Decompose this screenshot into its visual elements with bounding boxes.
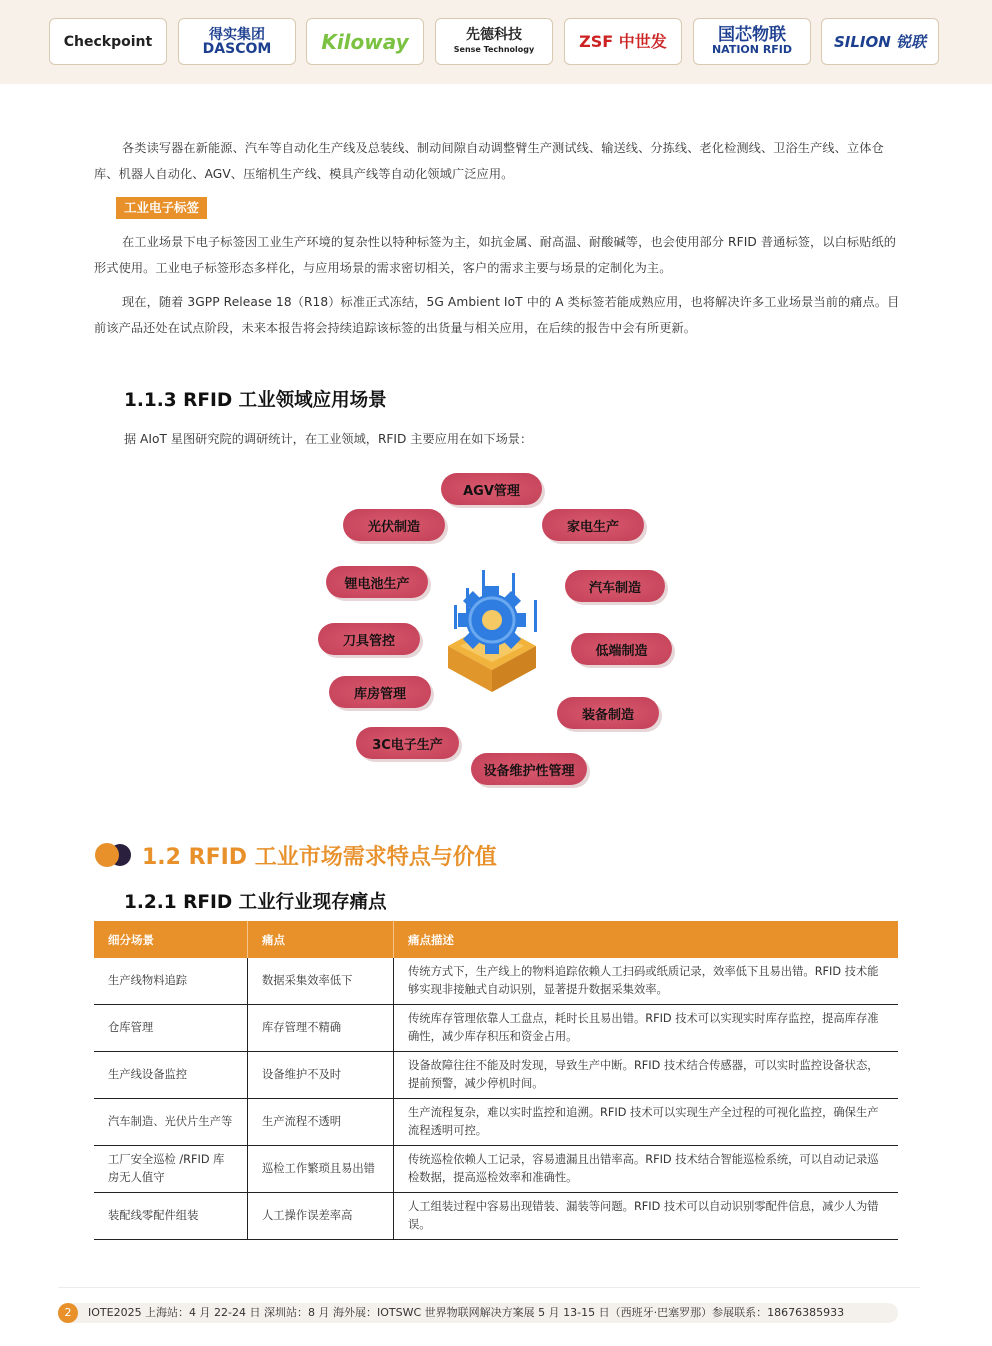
table-cell-description: 传统方式下，生产线上的物料追踪依赖人工扫码或纸质记录，效率低下且易出错。RFID 技术能够实现非接触式自动识别，显著提升数据采集效率。 <box>394 958 899 1005</box>
logo-subtext: Sense Technology <box>453 45 535 54</box>
logo-text: ZSF 中世发 <box>579 31 667 51</box>
footer-divider <box>58 1287 920 1288</box>
logo-text: 先德科技 <box>466 27 522 43</box>
scene-equipment-maintenance: 设备维护性管理 <box>471 753 587 785</box>
section-bullet-icon <box>94 842 134 868</box>
table-cell-description: 生产流程复杂，难以实时监控和追溯。RFID 技术可以实现生产全过程的可视化监控，确保生产流程透明可控。 <box>394 1099 899 1146</box>
logo-text: SILION 锐联 <box>833 32 927 51</box>
table-cell-pain: 巡检工作繁琐且易出错 <box>248 1146 394 1193</box>
logo-text: 得实集团 <box>209 27 265 43</box>
logo-silion <box>821 18 939 65</box>
table-cell-pain: 人工操作误差率高 <box>248 1193 394 1240</box>
section-heading-12: 1.2 RFID 工业市场需求特点与价值 <box>142 845 497 870</box>
column-header: 细分场景 <box>94 921 248 958</box>
scene-equipment-manufacturing: 装备制造 <box>557 697 659 729</box>
page-number: 2 <box>58 1303 78 1323</box>
scene-low-end-manufacturing: 低端制造 <box>571 633 672 665</box>
sponsor-logo-bar <box>0 0 992 84</box>
table-cell-pain: 库存管理不精确 <box>248 1005 394 1052</box>
scene-warehouse: 库房管理 <box>329 676 431 708</box>
scene-appliance: 家电生产 <box>542 509 644 541</box>
footer-text: IOTE2025 上海站：4 月 22-24 日 深圳站：8 月 海外展：IOTSWC 世界物联网解决方案展 5 月 13-15 日（西班牙·巴塞罗那）参展联系：18676385933 <box>88 1306 845 1319</box>
pain-points-table <box>94 921 898 1240</box>
section-heading-113: 1.1.3 RFID 工业领域应用场景 <box>124 390 387 411</box>
logo-zsf <box>564 18 682 65</box>
scene-3c-electronics: 3C电子生产 <box>356 727 459 759</box>
logo-subtext: DASCOM <box>202 41 272 57</box>
table-cell-scene: 生产线物料追踪 <box>94 958 248 1005</box>
logo-dascom <box>178 18 296 65</box>
column-header: 痛点描述 <box>394 921 899 958</box>
table-cell-scene: 仓库管理 <box>94 1005 248 1052</box>
scene-agv: AGV管理 <box>441 473 542 505</box>
table-row <box>94 1146 898 1193</box>
table-cell-scene: 工厂安全巡检 /RFID 库房无人值守 <box>94 1146 248 1193</box>
table-row <box>94 1099 898 1146</box>
table-cell-pain: 数据采集效率低下 <box>248 958 394 1005</box>
section-intro: 据 AIoT 星图研究院的调研统计，在工业领域，RFID 主要应用在如下场景： <box>124 432 533 446</box>
table-cell-description: 传统巡检依赖人工记录，容易遗漏且出错率高。RFID 技术结合智能巡检系统，可以自动记录巡检数据，提高巡检效率和准确性。 <box>394 1146 899 1193</box>
scene-photovoltaic: 光伏制造 <box>343 509 445 541</box>
logo-text: 国芯物联 <box>718 25 786 45</box>
paragraph-tags: 在工业场景下电子标签因工业生产环境的复杂性以特种标签为主，如抗金属、耐高温、耐酸碱等，也会使用部分 RFID 普通标签，以白标贴纸的形式使用。工业电子标签形态多样化，与应用场景的需求密切相关，客户的需求主要与场景的定制化为主。 <box>94 235 897 275</box>
logo-subtext: NATION RFID <box>711 43 793 56</box>
section-heading-121: 1.2.1 RFID 工业行业现存痛点 <box>124 892 387 913</box>
logo-text: Kiloway <box>321 29 409 54</box>
column-header: 痛点 <box>248 921 394 958</box>
scene-tool-control: 刀具管控 <box>318 623 420 655</box>
table-cell-description: 人工组装过程中容易出现错装、漏装等问题。RFID 技术可以自动识别零配件信息，减少人为错误。 <box>394 1193 899 1240</box>
table-row <box>94 1193 898 1240</box>
table-cell-scene: 装配线零配件组装 <box>94 1193 248 1240</box>
paragraph-ambient-iot: 现在，随着 3GPP Release 18（R18）标准正式冻结，5G Ambient IoT 中的 A 类标签若能成熟应用，也将解决许多工业场景当前的痛点。目前该产品还处在试点阶段，未来本报告将会持续追踪该标签的出货量与相关应用，在后续的报告中会有所更新。 <box>94 295 900 335</box>
table-row <box>94 1005 898 1052</box>
table-cell-scene: 汽车制造、光伏片生产等 <box>94 1099 248 1146</box>
table-cell-pain: 设备维护不及时 <box>248 1052 394 1099</box>
scene-automotive: 汽车制造 <box>565 570 665 602</box>
paragraph-readers: 各类读写器在新能源、汽车等自动化生产线及总装线、制动间隙自动调整臂生产测试线、输送线、分拣线、老化检测线、卫浴生产线、立体仓库、机器人自动化、AGV、压缩机生产线、模具产线等自动化领域广泛应用。 <box>94 141 884 181</box>
table-cell-pain: 生产流程不透明 <box>248 1099 394 1146</box>
table-row <box>94 958 898 1005</box>
scene-lithium-battery: 锂电池生产 <box>326 566 428 598</box>
table-cell-description: 设备故障往往不能及时发现，导致生产中断。RFID 技术结合传感器，可以实时监控设备状态，提前预警，减少停机时间。 <box>394 1052 899 1099</box>
section-tag: 工业电子标签 <box>116 197 207 219</box>
table-cell-scene: 生产线设备监控 <box>94 1052 248 1099</box>
gear-icon <box>440 570 544 696</box>
logo-sense <box>435 18 553 65</box>
table-header-row <box>94 921 898 958</box>
footer-bar <box>58 1303 898 1323</box>
logo-text: Checkpoint <box>63 33 153 50</box>
table-cell-description: 传统库存管理依靠人工盘点，耗时长且易出错。RFID 技术可以实现实时库存监控，提高库存准确性，减少库存积压和资金占用。 <box>394 1005 899 1052</box>
table-row <box>94 1052 898 1099</box>
logo-nation-rfid <box>693 18 811 65</box>
logo-checkpoint <box>49 18 167 65</box>
logo-kiloway <box>306 18 424 65</box>
